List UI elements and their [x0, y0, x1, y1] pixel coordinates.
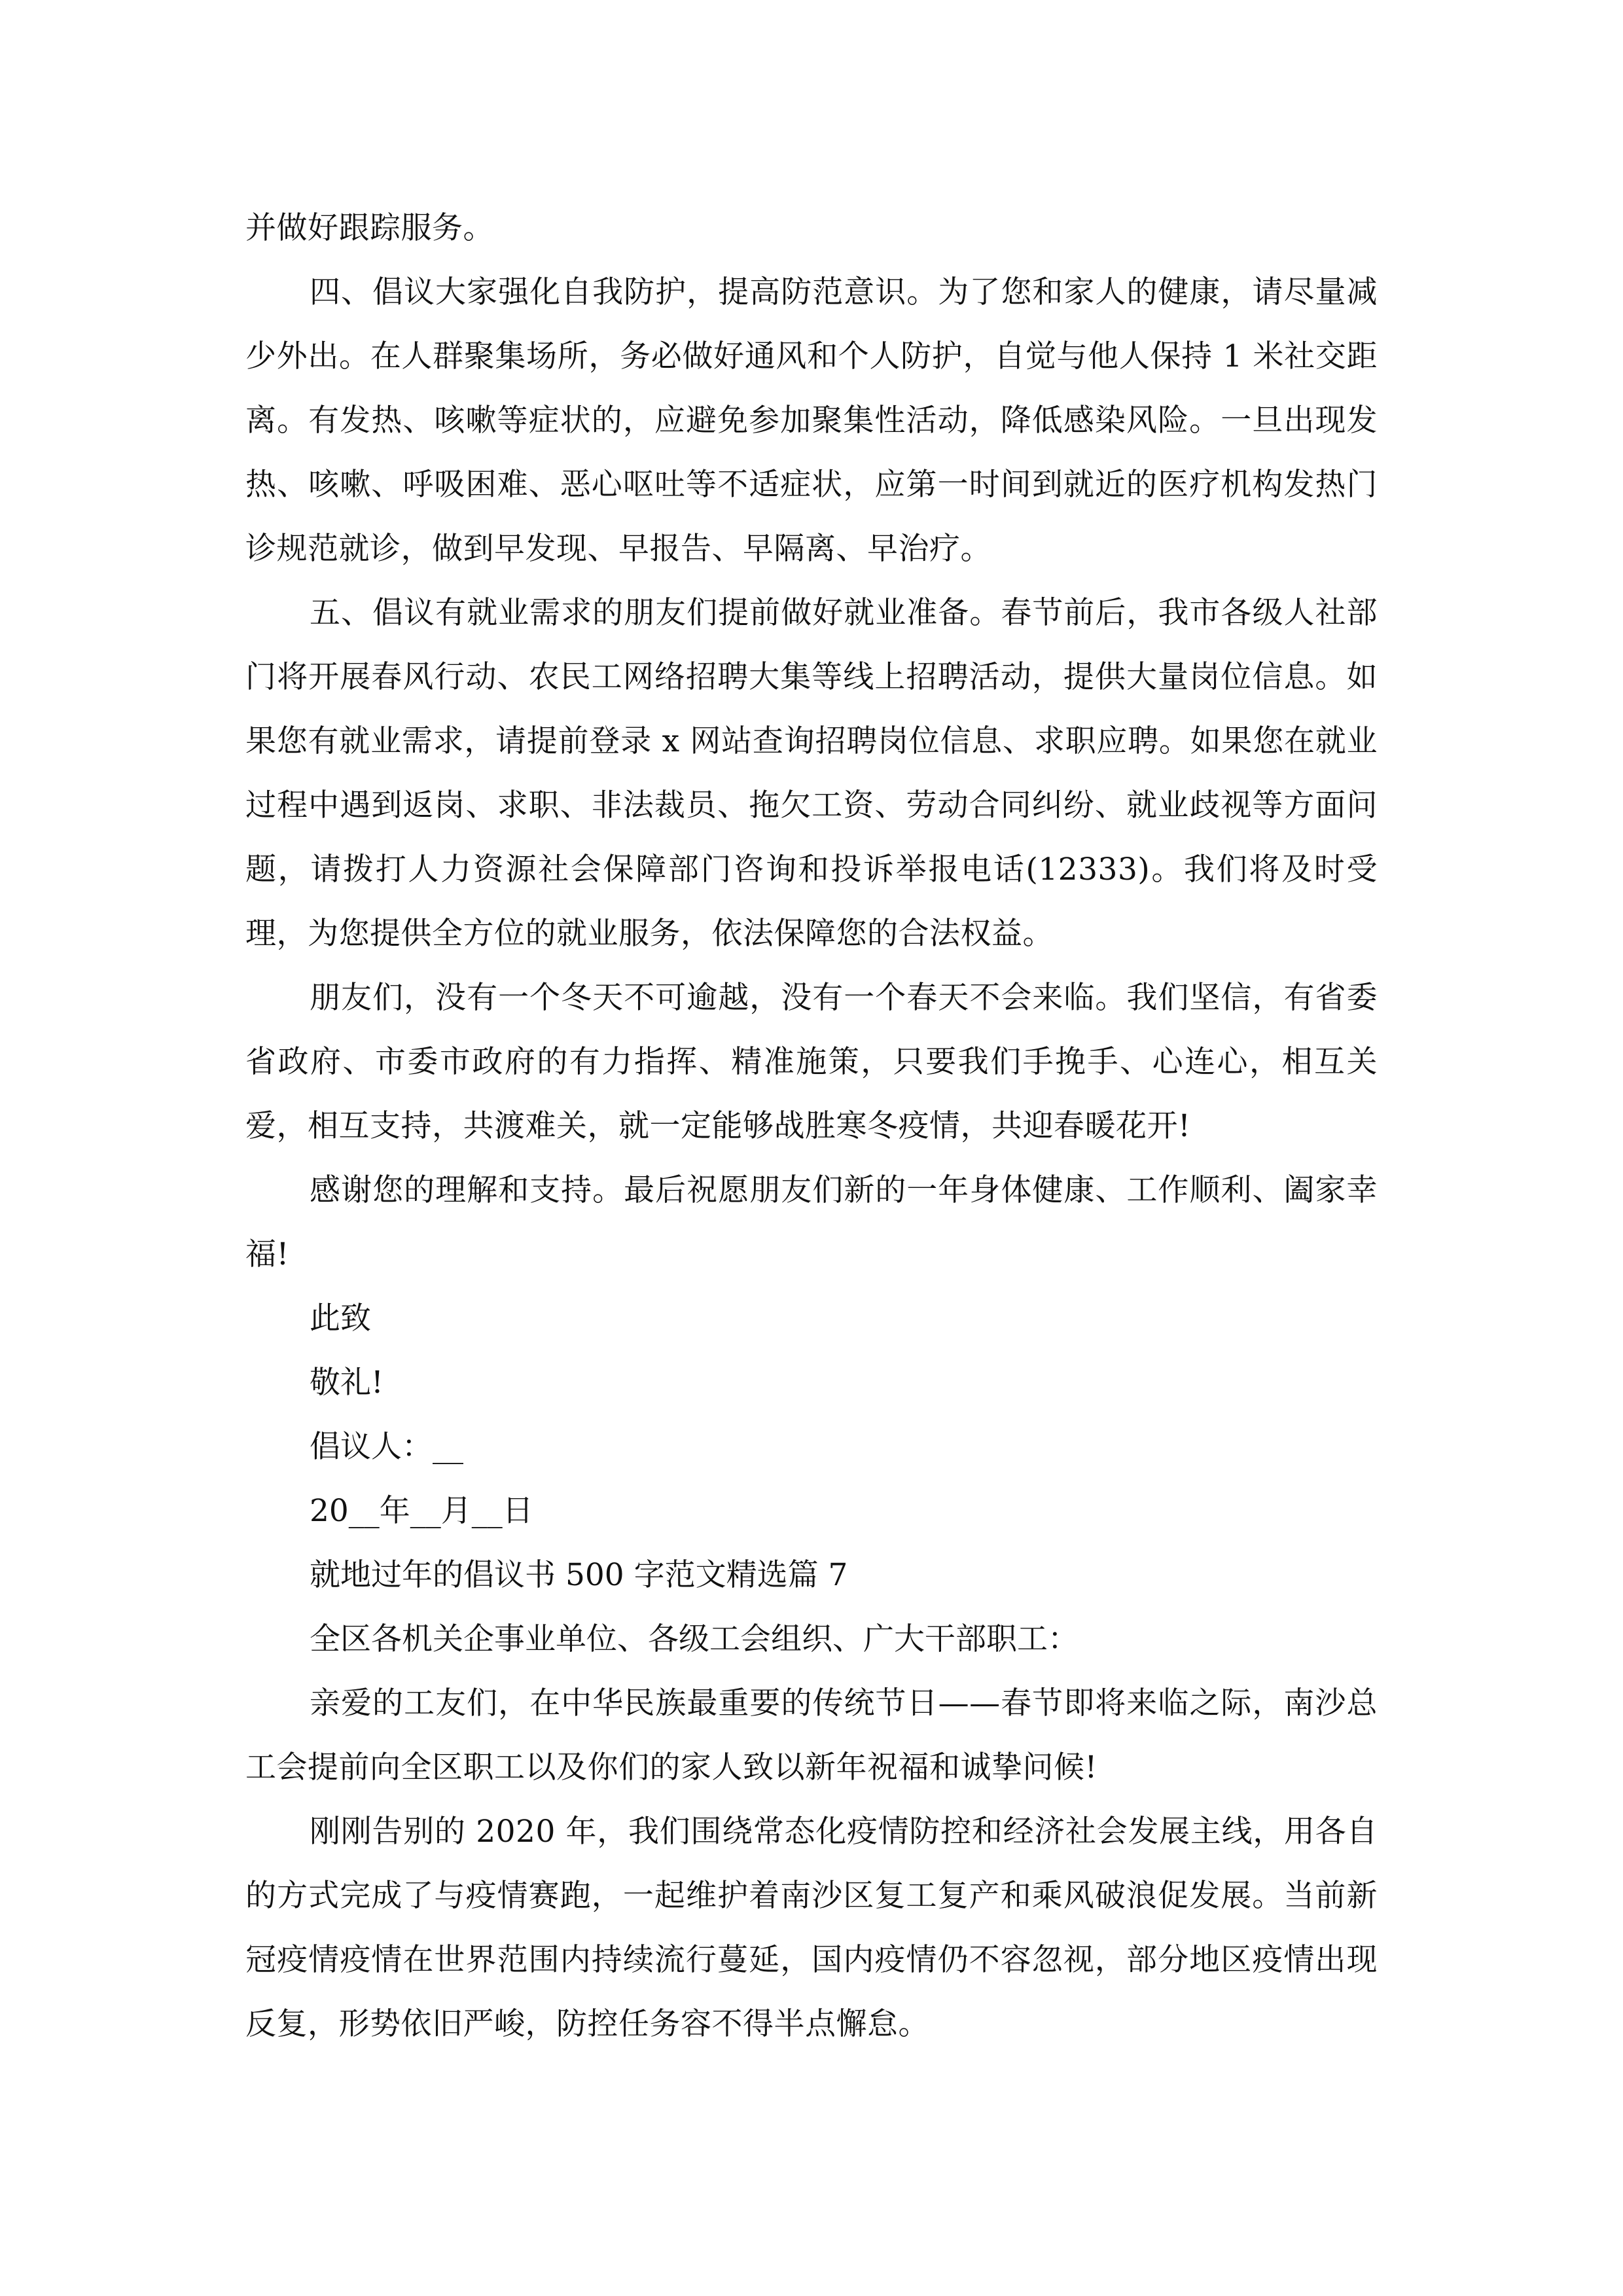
closing-line-2: 敬礼!: [310, 1365, 383, 1401]
paragraph-review: 刚刚告别的 2020 年，我们围绕常态化疫情防控和经济社会发展主线，用各自的方式完成了与疫情赛跑，一起维护着南沙区复工复产和乘风破浪促发展。当前新冠疫情疫情在世界范围内持续流行蔓延，国内疫情仍不容忽视，部分地区疫情出现反复，形势依旧严峻，防控任务容不得半点懈怠。: [245, 1814, 1378, 2042]
closing-line-1: 此致: [310, 1300, 371, 1336]
section-title: 就地过年的倡议书 500 字范文精选篇 7: [310, 1557, 848, 1593]
date-line: 20__年__月__日: [310, 1493, 533, 1529]
paragraph-friends: 朋友们，没有一个冬天不可逾越，没有一个春天不会来临。我们坚信，有省委省政府、市委市政府的有力指挥、精准施策，只要我们手挽手、心连心，相互关爱，相互支持，共渡难关，就一定能够战胜寒冬疫情，共迎春暖花开!: [245, 980, 1378, 1144]
paragraph-thanks: 感谢您的理解和支持。最后祝愿朋友们新的一年身体健康、工作顺利、阖家幸福!: [245, 1172, 1378, 1272]
signer-line: 倡议人：__: [310, 1429, 463, 1465]
paragraph-greeting: 亲爱的工友们，在中华民族最重要的传统节日——春节即将来临之际，南沙总工会提前向全区职工以及你们的家人致以新年祝福和诚挚问候!: [245, 1685, 1378, 1785]
paragraph-item-five: 五、倡议有就业需求的朋友们提前做好就业准备。春节前后，我市各级人社部门将开展春风行动、农民工网络招聘大集等线上招聘活动，提供大量岗位信息。如果您有就业需求，请提前登录 x 网站查询招聘岗位信息、求职应聘。如果您在就业过程中遇到返岗、求职、非法裁员、拖欠工资、劳动合同纠纷、就业歧视等方面问题，请拨打人力资源社会保障部门咨询和投诉举报电话(12333)。我们将及时受理，为您提供全方位的就业服务，依法保障您的合法权益。: [245, 595, 1378, 952]
document-page: [245, 196, 1378, 2056]
paragraph-continuation: 并做好跟踪服务。: [245, 210, 494, 246]
salutation: 全区各机关企事业单位、各级工会组织、广大干部职工：: [310, 1621, 1079, 1657]
paragraph-item-four: 四、倡议大家强化自我防护，提高防范意识。为了您和家人的健康，请尽量减少外出。在人群聚集场所，务必做好通风和个人防护，自觉与他人保持 1 米社交距离。有发热、咳嗽等症状的，应避免参加聚集性活动，降低感染风险。一旦出现发热、咳嗽、呼吸困难、恶心呕吐等不适症状，应第一时间到就近的医疗机构发热门诊规范就诊，做到早发现、早报告、早隔离、早治疗。: [245, 274, 1378, 567]
